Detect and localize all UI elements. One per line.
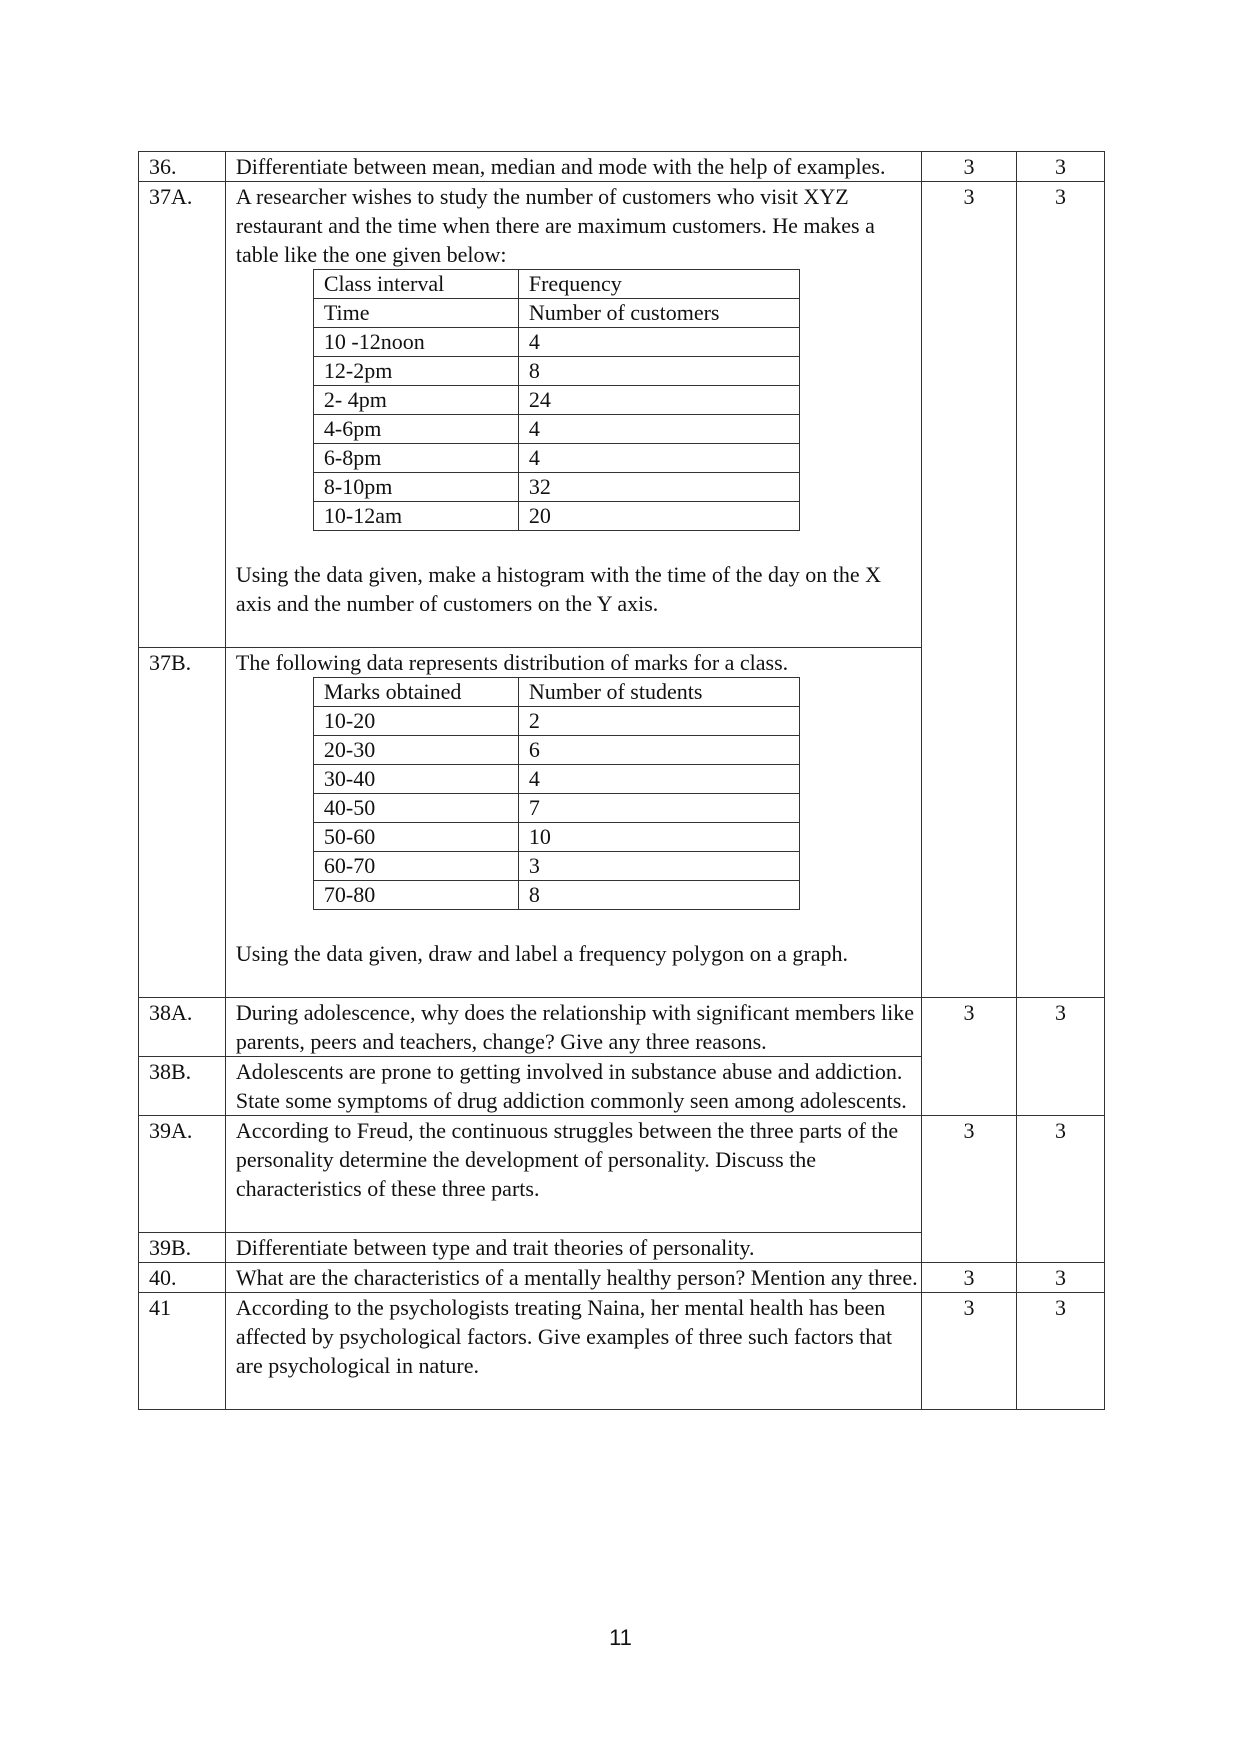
question-number: 39B. — [139, 1233, 226, 1263]
table-cell: 50-60 — [313, 823, 518, 852]
question-number: 38B. — [139, 1057, 226, 1116]
table-cell: 4-6pm — [313, 415, 518, 444]
table-row — [313, 736, 799, 765]
marks-cell: 3 — [922, 1116, 1017, 1263]
table-row — [313, 678, 799, 707]
table-header: Number of customers — [518, 299, 799, 328]
customers-table — [313, 269, 800, 531]
table-row — [313, 357, 799, 386]
table-cell: 8 — [518, 357, 799, 386]
question-row-38a — [139, 998, 1105, 1057]
question-number: 38A. — [139, 998, 226, 1057]
words-cell: 3 — [1017, 1116, 1105, 1263]
marks-distribution-table — [313, 677, 800, 910]
table-row — [313, 386, 799, 415]
question-text: Adolescents are prone to getting involved in substance abuse and addiction. State some symptoms of drug addiction commonly seen among adolescents. — [225, 1057, 921, 1116]
table-cell: 2- 4pm — [313, 386, 518, 415]
table-cell: 8-10pm — [313, 473, 518, 502]
question-text: Differentiate between type and trait theories of personality. — [225, 1233, 921, 1263]
question-text: A researcher wishes to study the number of customers who visit XYZ restaurant and the time when there are maximum customers. He makes a table like the one given below: — [235, 184, 875, 267]
question-instruction: Using the data given, draw and label a frequency polygon on a graph. — [235, 941, 849, 966]
table-header: Frequency — [518, 270, 799, 299]
table-cell: 6-8pm — [313, 444, 518, 473]
marks-cell: 3 — [922, 1293, 1017, 1410]
table-cell: 3 — [518, 852, 799, 881]
table-row — [313, 299, 799, 328]
question-text: Differentiate between mean, median and mode with the help of examples. — [225, 152, 921, 182]
words-cell: 3 — [1017, 182, 1105, 998]
table-cell: 4 — [518, 444, 799, 473]
table-cell: 6 — [518, 736, 799, 765]
table-cell: 30-40 — [313, 765, 518, 794]
table-cell: 32 — [518, 473, 799, 502]
question-row-40 — [139, 1263, 1105, 1293]
table-cell: 40-50 — [313, 794, 518, 823]
table-cell: 4 — [518, 415, 799, 444]
words-cell: 3 — [1017, 1293, 1105, 1410]
table-cell: 8 — [518, 881, 799, 910]
question-instruction: Using the data given, make a histogram with the time of the day on the X axis and the number of customers on the Y axis. — [235, 562, 882, 616]
marks-cell: 3 — [922, 182, 1017, 998]
question-row-39a — [139, 1116, 1105, 1233]
question-text: The following data represents distribution of marks for a class. — [235, 650, 789, 675]
words-cell: 3 — [1017, 1263, 1105, 1293]
table-cell: 10 — [518, 823, 799, 852]
table-header: Time — [313, 299, 518, 328]
table-row — [313, 852, 799, 881]
table-header: Marks obtained — [313, 678, 518, 707]
question-number: 36. — [139, 152, 226, 182]
table-row — [313, 473, 799, 502]
table-cell: 70-80 — [313, 881, 518, 910]
page-number: 11 — [609, 1625, 632, 1650]
question-number: 37A. — [139, 182, 226, 648]
table-row — [313, 270, 799, 299]
table-cell: 20 — [518, 502, 799, 531]
table-cell: 60-70 — [313, 852, 518, 881]
question-row-41 — [139, 1293, 1105, 1410]
marks-cell: 3 — [922, 998, 1017, 1116]
table-cell: 12-2pm — [313, 357, 518, 386]
words-cell: 3 — [1017, 152, 1105, 182]
words-cell: 3 — [1017, 998, 1105, 1116]
table-row — [313, 765, 799, 794]
table-cell: 24 — [518, 386, 799, 415]
marks-cell: 3 — [922, 1263, 1017, 1293]
table-cell: 10-20 — [313, 707, 518, 736]
table-row — [313, 707, 799, 736]
table-cell: 10-12am — [313, 502, 518, 531]
table-row — [313, 823, 799, 852]
table-row — [313, 794, 799, 823]
question-number: 41 — [139, 1293, 226, 1410]
table-cell: 7 — [518, 794, 799, 823]
table-row — [313, 328, 799, 357]
question-row-37a — [139, 182, 1105, 648]
table-cell: 10 -12noon — [313, 328, 518, 357]
question-text: According to Freud, the continuous struggles between the three parts of the personality determine the development of personality. Discuss the characteristics of these three parts. — [235, 1118, 899, 1201]
table-cell: 4 — [518, 328, 799, 357]
question-number: 39A. — [139, 1116, 226, 1233]
question-text: According to the psychologists treating Naina, her mental health has been affected by psychological factors. Give examples of three such factors that are psychological in nature. — [235, 1295, 893, 1378]
table-row — [313, 502, 799, 531]
table-header: Class interval — [313, 270, 518, 299]
marks-cell: 3 — [922, 152, 1017, 182]
question-text: During adolescence, why does the relationship with significant members like parents, peers and teachers, change? Give any three reasons. — [225, 998, 921, 1057]
table-row — [313, 881, 799, 910]
question-row-36 — [139, 152, 1105, 182]
table-header: Number of students — [518, 678, 799, 707]
table-cell: 2 — [518, 707, 799, 736]
question-text: What are the characteristics of a mentally healthy person? Mention any three. — [225, 1263, 921, 1293]
table-cell: 4 — [518, 765, 799, 794]
table-cell: 20-30 — [313, 736, 518, 765]
table-row — [313, 415, 799, 444]
table-row — [313, 444, 799, 473]
question-number: 37B. — [139, 648, 226, 998]
question-number: 40. — [139, 1263, 226, 1293]
question-table — [138, 151, 1105, 1410]
